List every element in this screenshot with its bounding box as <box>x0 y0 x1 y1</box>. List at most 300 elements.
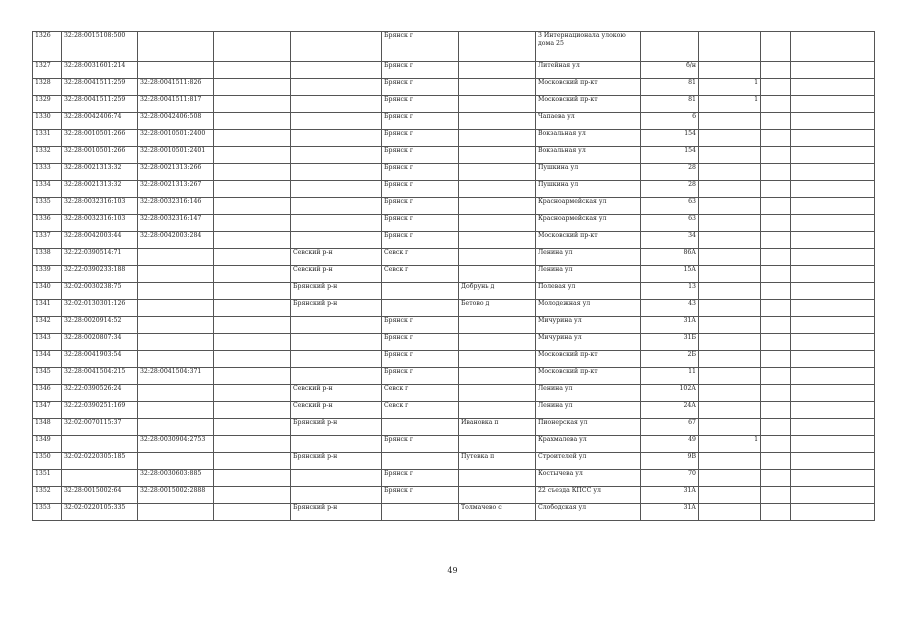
settlement <box>459 317 536 334</box>
district: Севский р-н <box>291 249 382 266</box>
empty-cell <box>214 249 291 266</box>
empty-cell <box>214 436 291 453</box>
empty-cell <box>214 334 291 351</box>
settlement <box>459 79 536 96</box>
empty-cell <box>791 130 875 147</box>
empty-cell <box>761 62 791 79</box>
row-number: 1331 <box>33 130 62 147</box>
row-number: 1352 <box>33 487 62 504</box>
cadastral-number <box>62 470 138 487</box>
settlement <box>459 402 536 419</box>
empty-cell <box>761 300 791 317</box>
district <box>291 215 382 232</box>
district <box>291 181 382 198</box>
empty-cell <box>214 130 291 147</box>
district <box>291 232 382 249</box>
street: Ленина ул <box>536 385 641 402</box>
table-row <box>33 351 875 368</box>
table-row <box>33 487 875 504</box>
city: Брянск г <box>382 232 459 249</box>
house-number: 11 <box>641 368 699 385</box>
empty-cell <box>761 334 791 351</box>
flag <box>699 266 761 283</box>
table-row <box>33 181 875 198</box>
empty-cell <box>761 32 791 62</box>
table-row <box>33 32 875 62</box>
empty-cell <box>214 198 291 215</box>
object-cadastral-number <box>138 419 214 436</box>
district: Брянский р-н <box>291 453 382 470</box>
district: Севский р-н <box>291 402 382 419</box>
row-number: 1332 <box>33 147 62 164</box>
settlement: Толмачево с <box>459 504 536 521</box>
object-cadastral-number: 32:28:0041504:371 <box>138 368 214 385</box>
settlement <box>459 334 536 351</box>
settlement <box>459 368 536 385</box>
empty-cell <box>791 487 875 504</box>
empty-cell <box>214 402 291 419</box>
settlement: Путевка п <box>459 453 536 470</box>
city: Брянск г <box>382 470 459 487</box>
settlement <box>459 385 536 402</box>
row-number: 1333 <box>33 164 62 181</box>
empty-cell <box>761 113 791 130</box>
house-number <box>641 32 699 62</box>
flag <box>699 504 761 521</box>
street: Московский пр-кт <box>536 368 641 385</box>
table-body <box>33 32 875 521</box>
object-cadastral-number: 32:28:0030904:2753 <box>138 436 214 453</box>
street: Строителей ул <box>536 453 641 470</box>
object-cadastral-number <box>138 504 214 521</box>
empty-cell <box>791 232 875 249</box>
cadastral-number: 32:28:0010501:266 <box>62 130 138 147</box>
district: Брянский р-н <box>291 504 382 521</box>
street: Ленина ул <box>536 402 641 419</box>
city: Брянск г <box>382 32 459 62</box>
settlement <box>459 470 536 487</box>
empty-cell <box>791 79 875 96</box>
cadastral-number: 32:28:0021313:32 <box>62 164 138 181</box>
city: Брянск г <box>382 487 459 504</box>
empty-cell <box>761 317 791 334</box>
table-row <box>33 334 875 351</box>
house-number: 63 <box>641 198 699 215</box>
empty-cell <box>214 96 291 113</box>
row-number: 1330 <box>33 113 62 130</box>
row-number: 1346 <box>33 385 62 402</box>
object-cadastral-number <box>138 385 214 402</box>
house-number: 70 <box>641 470 699 487</box>
house-number: 2Б <box>641 351 699 368</box>
district <box>291 436 382 453</box>
flag <box>699 181 761 198</box>
table-row <box>33 147 875 164</box>
cadastral-number: 32:28:0042406:74 <box>62 113 138 130</box>
empty-cell <box>761 181 791 198</box>
district <box>291 79 382 96</box>
flag <box>699 351 761 368</box>
row-number: 1344 <box>33 351 62 368</box>
empty-cell <box>791 436 875 453</box>
empty-cell <box>791 351 875 368</box>
cadastral-number: 32:22:0390233:188 <box>62 266 138 283</box>
table-row <box>33 283 875 300</box>
district <box>291 317 382 334</box>
empty-cell <box>791 249 875 266</box>
cadastral-number: 32:28:0031601:214 <box>62 62 138 79</box>
district <box>291 147 382 164</box>
table-row <box>33 62 875 79</box>
city: Брянск г <box>382 215 459 232</box>
settlement <box>459 249 536 266</box>
street: Пушкина ул <box>536 164 641 181</box>
object-cadastral-number: 32:28:0021313:267 <box>138 181 214 198</box>
row-number: 1336 <box>33 215 62 232</box>
house-number: 102А <box>641 385 699 402</box>
empty-cell <box>214 147 291 164</box>
row-number: 1340 <box>33 283 62 300</box>
object-cadastral-number <box>138 283 214 300</box>
empty-cell <box>761 487 791 504</box>
table-row <box>33 232 875 249</box>
empty-cell <box>761 453 791 470</box>
city: Брянск г <box>382 147 459 164</box>
empty-cell <box>791 198 875 215</box>
settlement <box>459 164 536 181</box>
street: Костычева ул <box>536 470 641 487</box>
flag: 1 <box>699 79 761 96</box>
empty-cell <box>761 419 791 436</box>
city: Брянск г <box>382 317 459 334</box>
empty-cell <box>791 419 875 436</box>
empty-cell <box>761 283 791 300</box>
flag <box>699 283 761 300</box>
district <box>291 32 382 62</box>
settlement <box>459 32 536 62</box>
district: Севский р-н <box>291 385 382 402</box>
flag <box>699 215 761 232</box>
district <box>291 334 382 351</box>
object-cadastral-number: 32:28:0041511:817 <box>138 96 214 113</box>
street: Красноармейская ул <box>536 198 641 215</box>
empty-cell <box>791 470 875 487</box>
empty-cell <box>214 32 291 62</box>
cadastral-number: 32:22:0390514:71 <box>62 249 138 266</box>
city: Брянск г <box>382 181 459 198</box>
flag <box>699 385 761 402</box>
page-number: 49 <box>447 566 458 575</box>
house-number: 154 <box>641 147 699 164</box>
empty-cell <box>791 96 875 113</box>
flag <box>699 198 761 215</box>
district <box>291 96 382 113</box>
empty-cell <box>791 453 875 470</box>
settlement <box>459 147 536 164</box>
street: Чапаева ул <box>536 113 641 130</box>
city: Севск г <box>382 402 459 419</box>
street: Слободская ул <box>536 504 641 521</box>
street: Литейная ул <box>536 62 641 79</box>
street: Мичурина ул <box>536 317 641 334</box>
street: Молодежная ул <box>536 300 641 317</box>
cadastral-number <box>62 436 138 453</box>
empty-cell <box>791 181 875 198</box>
empty-cell <box>791 147 875 164</box>
table-row <box>33 164 875 181</box>
object-cadastral-number <box>138 249 214 266</box>
object-cadastral-number <box>138 402 214 419</box>
street: Крахмалева ул <box>536 436 641 453</box>
empty-cell <box>214 351 291 368</box>
house-number: 15А <box>641 266 699 283</box>
object-cadastral-number <box>138 351 214 368</box>
cadastral-number: 32:22:0390251:169 <box>62 402 138 419</box>
cadastral-number: 32:28:0021313:32 <box>62 181 138 198</box>
cadastral-number: 32:28:0032316:103 <box>62 198 138 215</box>
empty-cell <box>761 232 791 249</box>
street: Пионерская ул <box>536 419 641 436</box>
street: Московский пр-кт <box>536 96 641 113</box>
empty-cell <box>214 385 291 402</box>
street: 22 съезда КПСС ул <box>536 487 641 504</box>
table-row <box>33 215 875 232</box>
row-number: 1342 <box>33 317 62 334</box>
flag <box>699 164 761 181</box>
empty-cell <box>214 79 291 96</box>
house-number: 9В <box>641 453 699 470</box>
flag <box>699 113 761 130</box>
table-row <box>33 130 875 147</box>
cadastral-number: 32:28:0041511:259 <box>62 79 138 96</box>
cadastral-number: 32:28:0020807:34 <box>62 334 138 351</box>
empty-cell <box>761 504 791 521</box>
empty-cell <box>214 232 291 249</box>
cadastral-number: 32:02:0220105:335 <box>62 504 138 521</box>
settlement <box>459 181 536 198</box>
empty-cell <box>761 351 791 368</box>
flag <box>699 300 761 317</box>
settlement: Добрунь д <box>459 283 536 300</box>
house-number: 81 <box>641 79 699 96</box>
row-number: 1328 <box>33 79 62 96</box>
table-row <box>33 96 875 113</box>
empty-cell <box>761 402 791 419</box>
settlement <box>459 215 536 232</box>
house-number: б/н <box>641 62 699 79</box>
house-number: 86А <box>641 249 699 266</box>
row-number: 1347 <box>33 402 62 419</box>
object-cadastral-number <box>138 453 214 470</box>
empty-cell <box>761 266 791 283</box>
empty-cell <box>791 317 875 334</box>
object-cadastral-number: 32:28:0010501:2400 <box>138 130 214 147</box>
empty-cell <box>791 113 875 130</box>
object-cadastral-number <box>138 62 214 79</box>
city <box>382 453 459 470</box>
row-number: 1326 <box>33 32 62 62</box>
cadastral-number: 32:28:0042003:44 <box>62 232 138 249</box>
flag <box>699 419 761 436</box>
row-number: 1339 <box>33 266 62 283</box>
object-cadastral-number: 32:28:0032316:146 <box>138 198 214 215</box>
settlement <box>459 198 536 215</box>
district <box>291 368 382 385</box>
empty-cell <box>214 266 291 283</box>
table-row <box>33 470 875 487</box>
table-row <box>33 79 875 96</box>
empty-cell <box>214 419 291 436</box>
empty-cell <box>214 164 291 181</box>
object-cadastral-number: 32:28:0021313:266 <box>138 164 214 181</box>
table-row <box>33 300 875 317</box>
table-row <box>33 198 875 215</box>
house-number: 43 <box>641 300 699 317</box>
row-number: 1327 <box>33 62 62 79</box>
district <box>291 130 382 147</box>
table-row <box>33 436 875 453</box>
city <box>382 283 459 300</box>
district: Севский р-н <box>291 266 382 283</box>
house-number: 28 <box>641 164 699 181</box>
row-number: 1341 <box>33 300 62 317</box>
city: Брянск г <box>382 96 459 113</box>
table-row <box>33 249 875 266</box>
object-cadastral-number: 32:28:0015002:2888 <box>138 487 214 504</box>
empty-cell <box>791 215 875 232</box>
empty-cell <box>761 470 791 487</box>
street: Пушкина ул <box>536 181 641 198</box>
object-cadastral-number: 32:28:0010501:2401 <box>138 147 214 164</box>
settlement <box>459 130 536 147</box>
table-row <box>33 453 875 470</box>
cadastral-number: 32:02:0220305:185 <box>62 453 138 470</box>
flag: 1 <box>699 436 761 453</box>
city: Брянск г <box>382 436 459 453</box>
row-number: 1335 <box>33 198 62 215</box>
cadastral-number: 32:28:0020914:52 <box>62 317 138 334</box>
house-number: 49 <box>641 436 699 453</box>
district: Брянский р-н <box>291 300 382 317</box>
empty-cell <box>761 436 791 453</box>
empty-cell <box>791 62 875 79</box>
row-number: 1350 <box>33 453 62 470</box>
table-row <box>33 385 875 402</box>
street: Мичурина ул <box>536 334 641 351</box>
flag <box>699 232 761 249</box>
cadastral-number: 32:02:0030238:75 <box>62 283 138 300</box>
empty-cell <box>791 300 875 317</box>
street: Вокзальная ул <box>536 147 641 164</box>
house-number: 67 <box>641 419 699 436</box>
city: Брянск г <box>382 164 459 181</box>
empty-cell <box>791 368 875 385</box>
house-number: 13 <box>641 283 699 300</box>
cadastral-number: 32:28:0015108:500 <box>62 32 138 62</box>
house-number: 31А <box>641 317 699 334</box>
object-cadastral-number: 32:28:0042406:508 <box>138 113 214 130</box>
settlement <box>459 62 536 79</box>
empty-cell <box>761 130 791 147</box>
street: Московский пр-кт <box>536 232 641 249</box>
street: Московский пр-кт <box>536 351 641 368</box>
settlement: Ивановка п <box>459 419 536 436</box>
street: 3 Интернационала улокою дома 25 <box>536 32 641 62</box>
row-number: 1351 <box>33 470 62 487</box>
empty-cell <box>791 385 875 402</box>
flag <box>699 334 761 351</box>
settlement <box>459 487 536 504</box>
house-number: 24А <box>641 402 699 419</box>
empty-cell <box>791 266 875 283</box>
row-number: 1348 <box>33 419 62 436</box>
table-row <box>33 317 875 334</box>
object-cadastral-number: 32:28:0042003:284 <box>138 232 214 249</box>
object-cadastral-number: 32:28:0041511:826 <box>138 79 214 96</box>
table-row <box>33 368 875 385</box>
empty-cell <box>214 453 291 470</box>
empty-cell <box>214 470 291 487</box>
cadastral-number: 32:28:0010501:266 <box>62 147 138 164</box>
city: Брянск г <box>382 198 459 215</box>
street: Ленина ул <box>536 249 641 266</box>
settlement <box>459 351 536 368</box>
district <box>291 470 382 487</box>
empty-cell <box>761 96 791 113</box>
house-number: 63 <box>641 215 699 232</box>
house-number: 31А <box>641 504 699 521</box>
object-cadastral-number: 32:28:0032316:147 <box>138 215 214 232</box>
city: Севск г <box>382 385 459 402</box>
row-number: 1329 <box>33 96 62 113</box>
house-number: 6 <box>641 113 699 130</box>
cadastral-number: 32:28:0041511:259 <box>62 96 138 113</box>
empty-cell <box>791 334 875 351</box>
house-number: 28 <box>641 181 699 198</box>
flag <box>699 249 761 266</box>
object-cadastral-number <box>138 317 214 334</box>
district <box>291 113 382 130</box>
registry-table <box>32 31 875 521</box>
street: Красноармейская ул <box>536 215 641 232</box>
district <box>291 351 382 368</box>
empty-cell <box>214 113 291 130</box>
cadastral-number: 32:02:0070115:37 <box>62 419 138 436</box>
flag <box>699 368 761 385</box>
settlement <box>459 113 536 130</box>
flag <box>699 62 761 79</box>
empty-cell <box>214 504 291 521</box>
flag <box>699 453 761 470</box>
flag: 1 <box>699 96 761 113</box>
empty-cell <box>214 181 291 198</box>
settlement <box>459 232 536 249</box>
flag <box>699 487 761 504</box>
street: Ленина ул <box>536 266 641 283</box>
house-number: 34 <box>641 232 699 249</box>
flag <box>699 317 761 334</box>
empty-cell <box>761 368 791 385</box>
cadastral-number: 32:22:0390526:24 <box>62 385 138 402</box>
empty-cell <box>214 62 291 79</box>
settlement <box>459 96 536 113</box>
street: Московский пр-кт <box>536 79 641 96</box>
district <box>291 487 382 504</box>
empty-cell <box>791 283 875 300</box>
table-row <box>33 266 875 283</box>
object-cadastral-number: 32:28:0030603:885 <box>138 470 214 487</box>
district <box>291 164 382 181</box>
